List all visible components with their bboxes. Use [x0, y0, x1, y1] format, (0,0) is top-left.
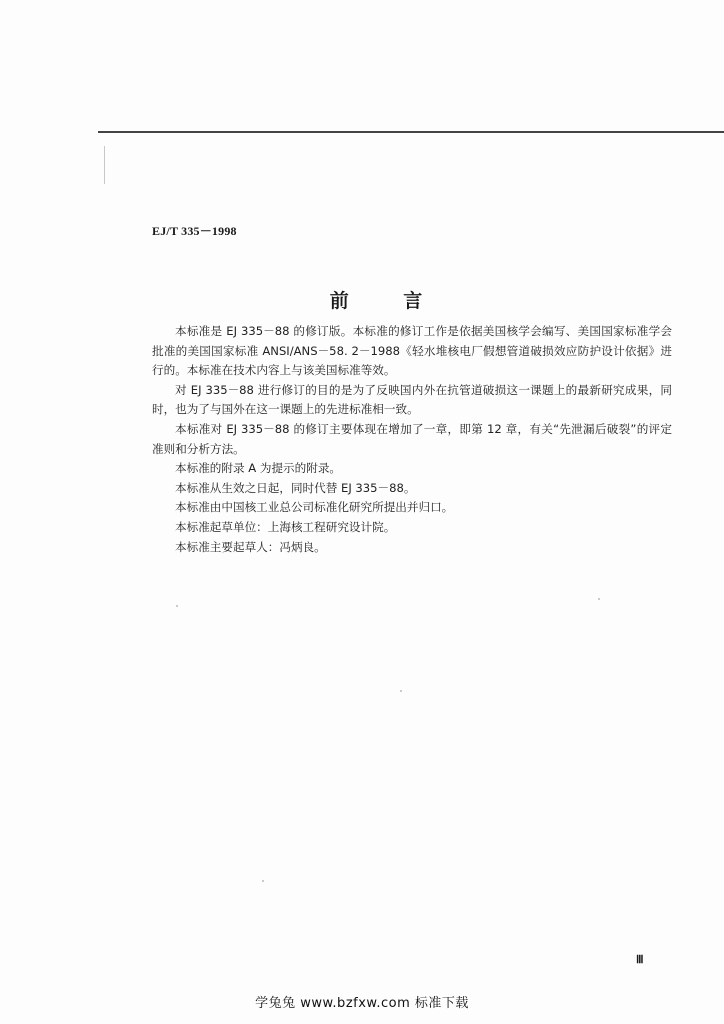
- header-rule: [98, 131, 724, 133]
- scan-speck: [176, 605, 178, 607]
- paragraph-basis: 本标准是 EJ 335－88 的修订版。本标准的修订工作是依据美国核学会编写、美国国家标准学会批准的美国国家标准 ANSI/ANS－58. 2－1988《轻水堆核电厂假想管道破损效应防护设计依据》进行的。本标准在技术内容上与该美国标准等效。: [152, 324, 672, 378]
- scan-speck: [400, 690, 402, 692]
- site-watermark: 学兔兔 www.bzfxw.com 标准下载: [255, 996, 469, 1011]
- paragraph-drafter: 本标准主要起草人：冯炳良。: [175, 539, 326, 554]
- page-number: Ⅲ: [636, 954, 644, 966]
- scan-speck: [262, 880, 264, 882]
- paragraph-drafting-unit: 本标准起草单位：上海核工程研究设计院。: [175, 519, 396, 534]
- scan-margin-mark: [104, 146, 105, 184]
- paragraph-changes: 本标准对 EJ 335－88 的修订主要体现在增加了一章，即第 12 章，有关“先泄漏后破裂”的评定准则和分析方法。: [152, 421, 672, 456]
- foreword-body: [152, 322, 672, 557]
- paragraph-proposer: 本标准由中国核工业总公司标准化研究所提出并归口。: [175, 500, 454, 515]
- section-title: 前 言: [329, 290, 447, 312]
- standard-code: EJ/T 335－1998: [152, 224, 237, 238]
- paragraph-effective: 本标准从生效之日起，同时代替 EJ 335－88。: [175, 480, 416, 495]
- scan-speck: [598, 598, 600, 600]
- paragraph-appendix: 本标准的附录 A 为提示的附录。: [175, 461, 342, 476]
- paragraph-purpose: 对 EJ 335－88 进行修订的目的是为了反映国内外在抗管道破损这一课题上的最新研究成果，同时，也为了与国外在这一课题上的先进标准相一致。: [152, 382, 672, 417]
